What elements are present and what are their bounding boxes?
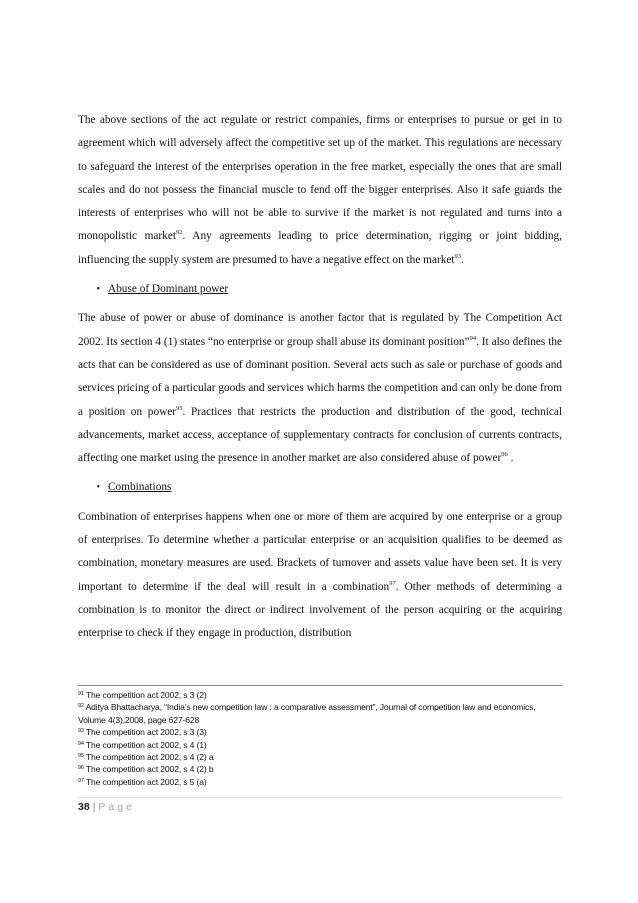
footnote [78, 689, 562, 701]
footnote-number: 93 [78, 728, 84, 735]
paragraph-text: . [461, 253, 464, 266]
footnote-divider [78, 685, 562, 686]
footnote [78, 726, 562, 738]
paragraph-text: Combination of enterprises happens when one or more of them are acquired by one enterprise or a group of enterprises. To determine whether a particular enterprise or an acquisition qualifies to be deemed as combination, monetary measures are used. Brackets of turnover and assets value have been set. It is very important to determine if the deal will result in a combination [78, 510, 562, 593]
bullet-abuse-of-dominant-power [78, 278, 562, 301]
body-text [78, 109, 562, 646]
footnote-number: 96 [78, 765, 84, 772]
page-number: 38 [78, 801, 90, 813]
paragraph-text: The above sections of the act regulate or restrict companies, firms or enterprises to pursue or get in to agreement which will adversely affect the competitive set up of the market. This regulations are necessary to safeguard the interest of the enterprises operation in the free market, especially the ones that are small scales and do not possess the financial muscle to fend off the bigger enterprises. Also it safe guards the interests of enterprises who will not be able to survive if the market is not regulated and turns into a monopolistic market [78, 114, 562, 243]
section-heading: Abuse of Dominant power [108, 283, 229, 296]
footer-divider [78, 797, 562, 798]
footnotes [78, 689, 562, 788]
page-label: Page [98, 801, 135, 813]
paragraph-abuse-of-dominance [78, 307, 562, 470]
footnote-ref: 97 [389, 579, 396, 587]
footnote-text: The competition act 2002, s 4 (2) a [85, 752, 214, 763]
footnote-text: The competition act 2002, s 3 (2) [85, 690, 207, 700]
footnote-ref: 93 [454, 252, 462, 260]
footnote [78, 751, 562, 763]
paragraph-text: . It also defines the acts that can be considered as use of dominant position. Several acts such as sale or purchase of goods and services pricing of a particular goods and services which harms the competition and can only be done from a position on power [78, 335, 562, 418]
paragraph-text: The abuse of power or abuse of dominance is another factor that is regulated by The Competition Act 2002. Its section 4 (1) states “no enterprise or group shall abuse its dominant position” [78, 312, 562, 348]
footnote-number: 94 [78, 740, 84, 747]
footnote-text: Aditya Bhattacharya, “India’s new competition law : a comparative assessment”, Journal of competition law and economics, Volume 4(3),2008, page 627-628 [78, 702, 536, 725]
bullet-icon [78, 476, 108, 499]
footnote [78, 776, 562, 788]
footnote-ref: 92 [175, 229, 183, 237]
footnote-ref: 95 [176, 404, 183, 412]
footnote-ref: 96 [501, 451, 508, 459]
paragraph-combinations [78, 506, 562, 646]
footnote-number: 97 [78, 777, 84, 784]
footnote [78, 739, 562, 751]
paragraph-text: . Any agreements leading to price determination, rigging or joint bidding, influencing the supply system are presumed to have a negative effect on the market [78, 230, 562, 266]
paragraph-text: . Other methods of determining a combination is to monitor the direct or indirect involvement of the person acquiring or the acquiring enterprise to check if they engage in production, distribution [78, 580, 562, 640]
footnote-text: The competition act 2002, s 4 (1) [85, 739, 207, 750]
paragraph-text: . [507, 452, 514, 465]
footnote [78, 701, 562, 726]
paragraph-agreements [78, 109, 562, 272]
footnote-ref: 94 [469, 334, 477, 342]
footnote-text: The competition act 2002, s 3 (3) [85, 727, 207, 738]
section-heading: Combinations [108, 481, 172, 494]
footnote-number: 95 [78, 753, 84, 760]
page-footer [78, 801, 135, 813]
footnote-number: 91 [78, 691, 84, 697]
footnote-text: The competition act 2002, s 5 (a) [85, 776, 207, 787]
footnote-number: 92 [78, 703, 84, 710]
bullet-icon [78, 278, 108, 301]
footer-separator: | [92, 801, 96, 813]
paragraph-text: . Practices that restricts the production and distribution of the good, technical advancements, market access, acceptance of supplementary contracts for conclusion of currents contracts, affecting one market using the presence in another market are also considered abuse of power [78, 405, 562, 465]
bullet-combinations [78, 476, 562, 499]
footnote [78, 763, 562, 775]
footnote-text: The competition act 2002, s 4 (2) b [85, 764, 214, 775]
